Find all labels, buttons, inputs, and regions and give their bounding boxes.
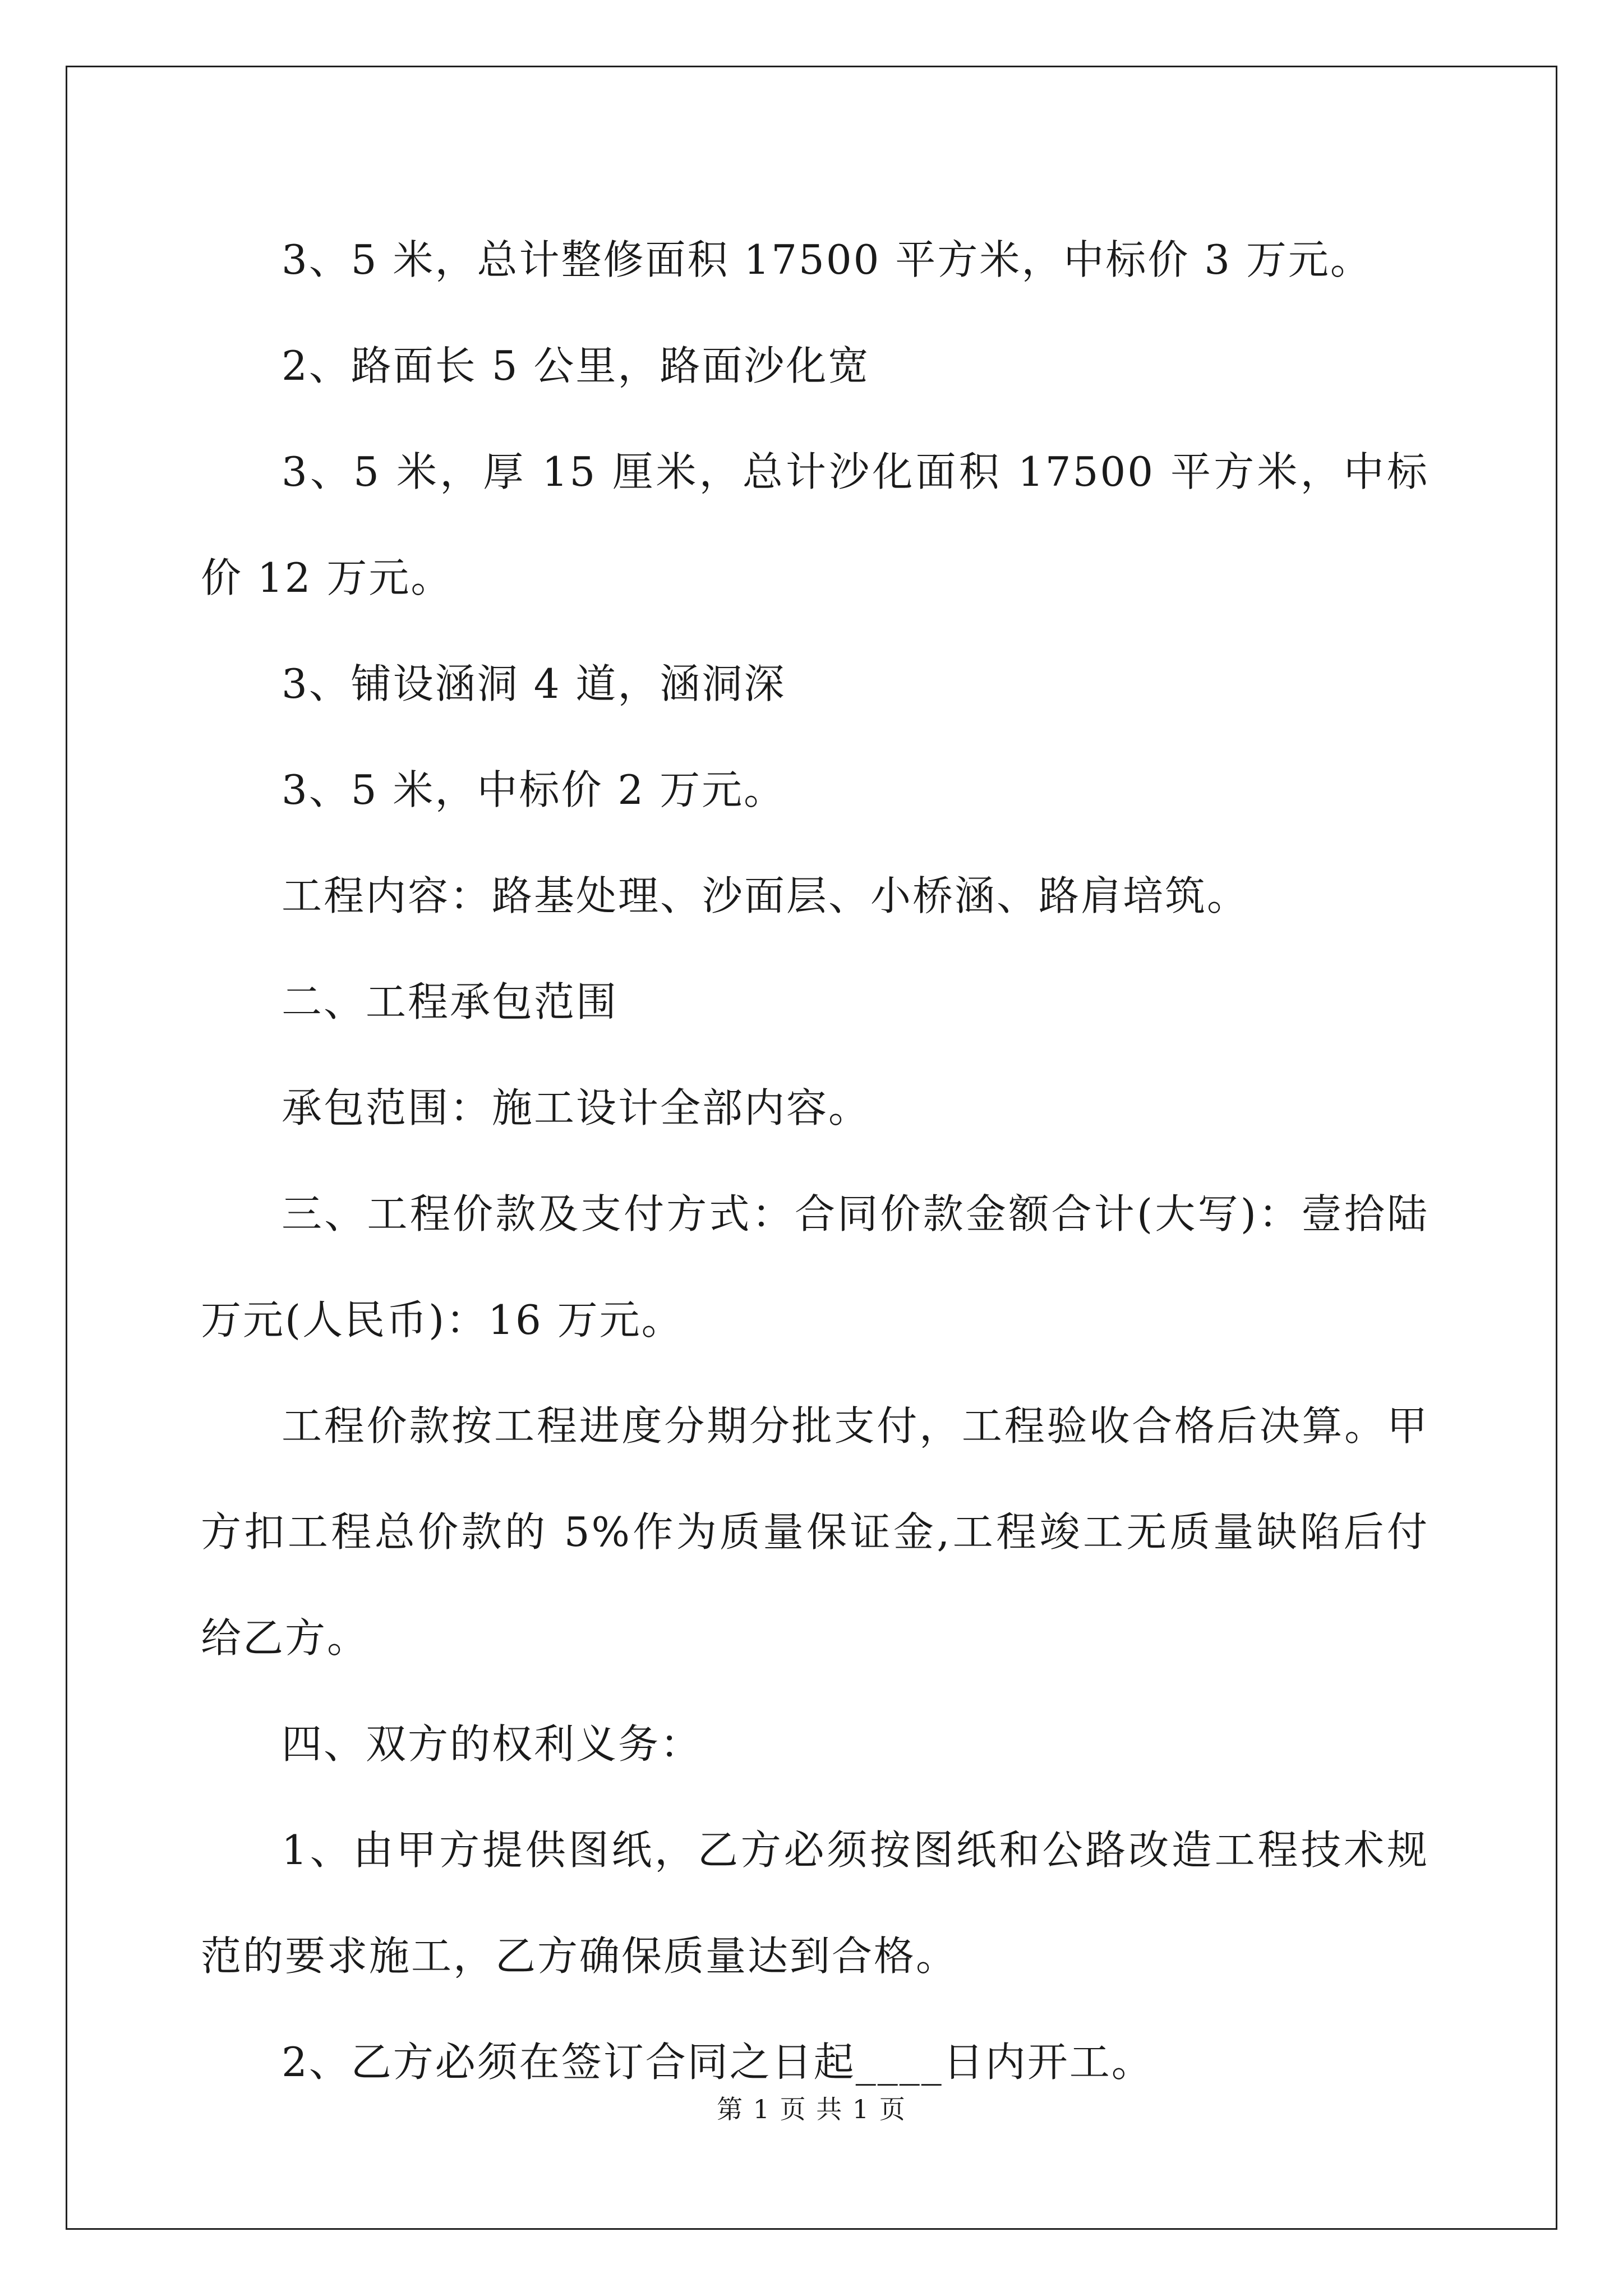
paragraph: 2、路面长 5 公里，路面沙化宽 (282, 342, 870, 389)
section-heading: 三、工程价款及支付方式：合同价款金额合计(大写)：壹拾陆万元(人民币)：16 万元。 (201, 1190, 1429, 1343)
paragraph: 承包范围：施工设计全部内容。 (282, 1084, 871, 1131)
paragraph: 3、5 米，总计整修面积 17500 平方米，中标价 3 万元。 (282, 236, 1372, 283)
paragraph: 3、5 米，厚 15 厘米，总计沙化面积 17500 平方米，中标价 12 万元。 (201, 448, 1429, 601)
paragraph: 2、乙方必须在签订合同之日起____日内开工。 (282, 2039, 1154, 2086)
section-heading: 四、双方的权利义务： (282, 1720, 703, 1768)
page-footer: 第 1 页 共 1 页 (717, 2094, 906, 2124)
section-heading: 二、工程承包范围 (282, 978, 619, 1025)
paragraph: 1、由甲方提供图纸，乙方必须按图纸和公路改造工程技术规范的要求施工，乙方确保质量达到合格。 (201, 1826, 1429, 1980)
paragraph: 3、5 米，中标价 2 万元。 (282, 766, 786, 813)
paragraph: 工程内容：路基处理、沙面层、小桥涵、路肩培筑。 (282, 872, 1249, 919)
paragraph: 工程价款按工程进度分期分批支付，工程验收合格后决算。甲方扣工程总价款的 5%作为质量保证金,工程竣工无质量缺陷后付给乙方。 (201, 1402, 1429, 1662)
document-body (201, 207, 1429, 2115)
paragraph: 3、铺设涵洞 4 道，涵洞深 (282, 660, 786, 707)
